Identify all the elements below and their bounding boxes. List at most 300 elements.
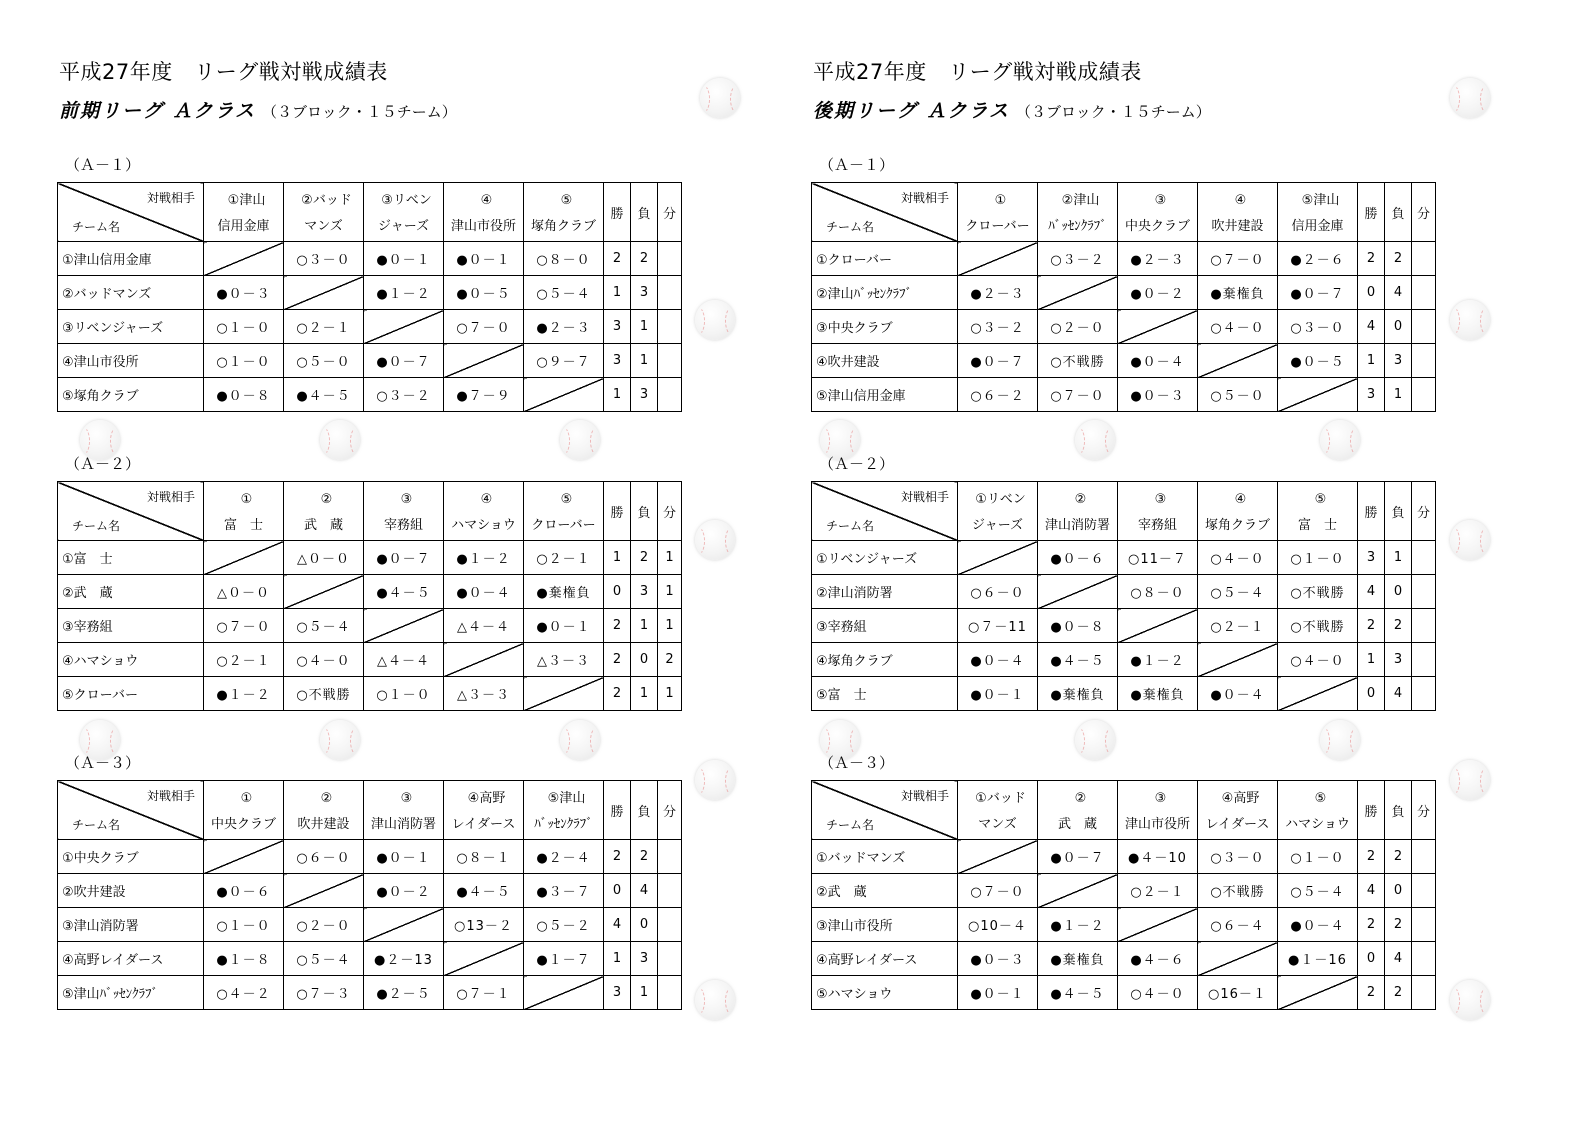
self-match-diagonal-cell bbox=[1278, 378, 1358, 412]
opponent-header-cell bbox=[958, 183, 1038, 242]
opponent-name-line1: ①津山 bbox=[227, 193, 266, 208]
match-result-cell: ○３－２ bbox=[1038, 242, 1118, 276]
opponent-name-line1: ③リベン bbox=[381, 193, 432, 208]
table-row bbox=[812, 942, 1436, 976]
opponent-header-cell bbox=[1198, 482, 1278, 541]
self-match-diagonal-cell bbox=[1118, 310, 1198, 344]
match-result-cell: ●４－10 bbox=[1118, 840, 1198, 874]
opponent-header-cell bbox=[1118, 482, 1198, 541]
opponent-header-cell bbox=[204, 781, 284, 840]
opponent-name-line2: レイダース bbox=[451, 817, 516, 832]
team-name-cell: ④高野レイダース bbox=[812, 942, 958, 976]
baseball-watermark-icon bbox=[560, 420, 600, 460]
draws-count-cell bbox=[1412, 541, 1436, 575]
match-result-cell: △４－４ bbox=[444, 609, 524, 643]
losses-count-cell: 3 bbox=[631, 378, 658, 412]
match-result-cell: ○２－０ bbox=[284, 908, 364, 942]
opponent-name-line1: ① bbox=[240, 492, 253, 507]
match-result-cell: ●４－６ bbox=[1118, 942, 1198, 976]
opponent-name-line2: ﾊﾞｯｾﾝｸﾗﾌﾞ bbox=[1048, 219, 1107, 234]
opponent-header-cell bbox=[364, 183, 444, 242]
match-result-cell: ●２－３ bbox=[524, 310, 604, 344]
match-result-cell: ○６－０ bbox=[958, 575, 1038, 609]
match-result-cell: ●１－７ bbox=[524, 942, 604, 976]
losses-count-cell: 3 bbox=[631, 942, 658, 976]
match-result-cell: ○２－１ bbox=[204, 643, 284, 677]
self-match-diagonal-cell bbox=[1038, 276, 1118, 310]
self-match-diagonal-cell bbox=[1198, 942, 1278, 976]
opponent-header-cell bbox=[958, 781, 1038, 840]
team-name-cell: ④塚角クラブ bbox=[812, 643, 958, 677]
losses-header: 負 bbox=[631, 482, 658, 541]
match-result-cell: ○５－０ bbox=[284, 344, 364, 378]
wins-count-cell: 0 bbox=[1358, 276, 1385, 310]
draws-count-cell: 1 bbox=[658, 575, 682, 609]
losses-count-cell: 3 bbox=[631, 276, 658, 310]
draws-count-cell bbox=[1412, 840, 1436, 874]
opponent-name-line1: ③ bbox=[400, 791, 413, 806]
draws-count-cell bbox=[658, 378, 682, 412]
losses-count-cell: 4 bbox=[1385, 677, 1412, 711]
team-name-cell: ③宰務組 bbox=[58, 609, 204, 643]
wins-count-cell: 2 bbox=[1358, 908, 1385, 942]
match-result-cell: ○６－２ bbox=[958, 378, 1038, 412]
baseball-watermark-icon bbox=[695, 520, 735, 560]
table-row bbox=[812, 976, 1436, 1010]
self-match-diagonal-cell bbox=[1038, 874, 1118, 908]
baseball-watermark-icon bbox=[1450, 980, 1490, 1020]
match-result-cell: ○７－０ bbox=[1038, 378, 1118, 412]
opponent-header-cell bbox=[364, 781, 444, 840]
wins-count-cell: 4 bbox=[1358, 575, 1385, 609]
league-results-table bbox=[57, 481, 682, 711]
team-name-cell: ④ハマショウ bbox=[58, 643, 204, 677]
match-result-cell: ●１－２ bbox=[1038, 908, 1118, 942]
match-result-cell: ●０－６ bbox=[204, 874, 284, 908]
table-row bbox=[58, 575, 682, 609]
match-result-cell: ●０－８ bbox=[1038, 609, 1118, 643]
opponent-name-line2: 中央クラブ bbox=[1124, 219, 1190, 234]
opponent-name-line2: ﾊﾞｯｾﾝｸﾗﾌﾞ bbox=[534, 817, 593, 832]
opponent-header-cell bbox=[1278, 781, 1358, 840]
losses-count-cell: 2 bbox=[631, 242, 658, 276]
match-result-cell: ●２－13 bbox=[364, 942, 444, 976]
match-result-cell: ○２－１ bbox=[1118, 874, 1198, 908]
team-name-cell: ①バッドマンズ bbox=[812, 840, 958, 874]
losses-header: 負 bbox=[1385, 183, 1412, 242]
table-header-row bbox=[812, 781, 1436, 840]
wins-count-cell: 2 bbox=[1358, 840, 1385, 874]
match-result-cell: ○４－０ bbox=[1118, 976, 1198, 1010]
block-label: （Ａ－１） bbox=[65, 156, 141, 174]
losses-count-cell: 2 bbox=[1385, 976, 1412, 1010]
block-label: （Ａ－３） bbox=[65, 754, 141, 772]
opponent-name-line2: マンズ bbox=[978, 817, 1017, 832]
match-result-cell: ●０－７ bbox=[1278, 276, 1358, 310]
table-row bbox=[58, 874, 682, 908]
team-axis-label: チーム名 bbox=[72, 220, 121, 234]
team-name-cell: ③津山市役所 bbox=[812, 908, 958, 942]
opponent-name-line2: マンズ bbox=[304, 219, 343, 234]
table-row bbox=[812, 575, 1436, 609]
match-result-cell: ○７－０ bbox=[1198, 242, 1278, 276]
league-class-heading: 前期リーグ Ａクラス bbox=[59, 100, 257, 122]
team-name-cell: ②津山消防署 bbox=[812, 575, 958, 609]
table-row bbox=[812, 276, 1436, 310]
opponent-header-cell bbox=[204, 183, 284, 242]
opponent-header-cell bbox=[1278, 183, 1358, 242]
opponent-name-line2: 津山消防署 bbox=[370, 817, 436, 832]
opponent-name-line1: ⑤ bbox=[560, 492, 573, 507]
wins-count-cell: 2 bbox=[604, 242, 631, 276]
opponent-name-line1: ④高野 bbox=[1221, 791, 1260, 806]
opponent-name-line1: ④高野 bbox=[467, 791, 506, 806]
self-match-diagonal-cell bbox=[364, 908, 444, 942]
opponent-name-line2: 塚角クラブ bbox=[1204, 518, 1270, 533]
draws-header: 分 bbox=[1412, 183, 1436, 242]
table-row bbox=[58, 344, 682, 378]
opponent-name-line1: ③ bbox=[400, 492, 413, 507]
losses-count-cell: 1 bbox=[1385, 378, 1412, 412]
table-row bbox=[58, 942, 682, 976]
draws-count-cell bbox=[658, 874, 682, 908]
match-result-cell: ○４－０ bbox=[1278, 643, 1358, 677]
match-result-cell: ○11－７ bbox=[1118, 541, 1198, 575]
block-label: （Ａ－１） bbox=[819, 156, 895, 174]
draws-count-cell bbox=[658, 242, 682, 276]
match-result-cell: ●０－１ bbox=[958, 976, 1038, 1010]
wins-count-cell: 2 bbox=[604, 840, 631, 874]
wins-count-cell: 0 bbox=[604, 874, 631, 908]
opponent-header-cell bbox=[1118, 183, 1198, 242]
self-match-diagonal-cell bbox=[204, 840, 284, 874]
match-result-cell: ○７－１ bbox=[444, 976, 524, 1010]
wins-header: 勝 bbox=[1358, 482, 1385, 541]
match-result-cell: ●２－６ bbox=[1278, 242, 1358, 276]
opponent-name-line1: ⑤ bbox=[560, 193, 573, 208]
match-result-cell: ○５－４ bbox=[284, 609, 364, 643]
table-row bbox=[812, 541, 1436, 575]
opponent-name-line2: 津山市役所 bbox=[450, 219, 516, 234]
table-row bbox=[812, 908, 1436, 942]
match-result-cell: ●０－１ bbox=[524, 609, 604, 643]
draws-count-cell bbox=[658, 976, 682, 1010]
opponent-name-line1: ⑤ bbox=[1314, 791, 1327, 806]
baseball-watermark-icon bbox=[1075, 720, 1115, 760]
team-name-cell: ⑤ハマショウ bbox=[812, 976, 958, 1010]
table-header-row bbox=[58, 482, 682, 541]
match-result-cell: ○７－０ bbox=[444, 310, 524, 344]
match-result-cell: ○１－０ bbox=[204, 310, 284, 344]
baseball-watermark-icon bbox=[1450, 760, 1490, 800]
match-result-cell: ○７－３ bbox=[284, 976, 364, 1010]
match-result-cell: ●１－２ bbox=[1118, 643, 1198, 677]
match-result-cell: ○２－０ bbox=[1038, 310, 1118, 344]
team-name-cell: ②武 蔵 bbox=[58, 575, 204, 609]
team-name-cell: ②バッドマンズ bbox=[58, 276, 204, 310]
match-result-cell: ○１－０ bbox=[1278, 840, 1358, 874]
corner-header-cell bbox=[58, 781, 204, 840]
self-match-diagonal-cell bbox=[1198, 643, 1278, 677]
match-result-cell: ○１－０ bbox=[204, 344, 284, 378]
baseball-watermark-icon bbox=[1450, 520, 1490, 560]
match-result-cell: ○不戦勝 bbox=[1278, 609, 1358, 643]
match-result-cell: ○７－０ bbox=[204, 609, 284, 643]
match-result-cell: ●４－５ bbox=[1038, 643, 1118, 677]
match-result-cell: ●３－７ bbox=[524, 874, 604, 908]
sheet-subtitle bbox=[813, 96, 1211, 123]
opponent-name-line1: ③ bbox=[1154, 492, 1167, 507]
losses-count-cell: 1 bbox=[631, 344, 658, 378]
team-name-cell: ④高野レイダース bbox=[58, 942, 204, 976]
draws-count-cell: 2 bbox=[658, 643, 682, 677]
baseball-watermark-icon bbox=[1450, 78, 1490, 118]
match-result-cell: ○不戦勝 bbox=[1198, 874, 1278, 908]
draws-count-cell bbox=[1412, 609, 1436, 643]
opponent-name-line2: 宰務組 bbox=[383, 518, 423, 533]
opponent-name-line1: ③ bbox=[1154, 193, 1167, 208]
table-row bbox=[58, 242, 682, 276]
match-result-cell: ○４－０ bbox=[1198, 310, 1278, 344]
table-row bbox=[58, 378, 682, 412]
match-result-cell: ●０－１ bbox=[364, 840, 444, 874]
opponent-name-line1: ②津山 bbox=[1061, 193, 1100, 208]
match-result-cell: △３－３ bbox=[524, 643, 604, 677]
baseball-watermark-icon bbox=[1320, 720, 1360, 760]
match-result-cell: ○９－７ bbox=[524, 344, 604, 378]
match-result-cell: ●１－16 bbox=[1278, 942, 1358, 976]
match-result-cell: ○５－２ bbox=[524, 908, 604, 942]
draws-count-cell bbox=[1412, 908, 1436, 942]
match-result-cell: ○４－２ bbox=[204, 976, 284, 1010]
self-match-diagonal-cell bbox=[958, 840, 1038, 874]
draws-header: 分 bbox=[658, 183, 682, 242]
wins-count-cell: 1 bbox=[1358, 643, 1385, 677]
match-result-cell: ●０－１ bbox=[364, 242, 444, 276]
draws-count-cell: 1 bbox=[658, 609, 682, 643]
draws-count-cell bbox=[1412, 242, 1436, 276]
match-result-cell: ●０－４ bbox=[1278, 908, 1358, 942]
wins-count-cell: 1 bbox=[1358, 344, 1385, 378]
losses-count-cell: 1 bbox=[631, 310, 658, 344]
self-match-diagonal-cell bbox=[1278, 677, 1358, 711]
opponent-name-line1: ④ bbox=[1234, 193, 1247, 208]
corner-header-cell bbox=[812, 482, 958, 541]
opponent-axis-label: 対戦相手 bbox=[900, 490, 949, 504]
baseball-watermark-icon bbox=[700, 78, 740, 118]
corner-header-cell bbox=[58, 183, 204, 242]
opponent-name-line2: 中央クラブ bbox=[210, 817, 276, 832]
match-result-cell: ●０－２ bbox=[364, 874, 444, 908]
match-result-cell: ●０－８ bbox=[204, 378, 284, 412]
losses-count-cell: 0 bbox=[1385, 310, 1412, 344]
match-result-cell: ●０－５ bbox=[1278, 344, 1358, 378]
losses-count-cell: 2 bbox=[631, 840, 658, 874]
league-results-table bbox=[811, 182, 1436, 412]
baseball-watermark-icon bbox=[695, 760, 735, 800]
wins-count-cell: 0 bbox=[604, 575, 631, 609]
losses-header: 負 bbox=[631, 781, 658, 840]
self-match-diagonal-cell bbox=[1198, 344, 1278, 378]
match-result-cell: ●棄権負 bbox=[524, 575, 604, 609]
opponent-name-line1: ④ bbox=[480, 492, 493, 507]
opponent-name-line1: ① bbox=[994, 193, 1007, 208]
draws-count-cell bbox=[1412, 344, 1436, 378]
team-name-cell: ③中央クラブ bbox=[812, 310, 958, 344]
opponent-header-cell bbox=[1038, 781, 1118, 840]
team-name-cell: ③リベンジャーズ bbox=[58, 310, 204, 344]
self-match-diagonal-cell bbox=[1118, 908, 1198, 942]
opponent-name-line2: 宰務組 bbox=[1137, 518, 1177, 533]
self-match-diagonal-cell bbox=[524, 378, 604, 412]
opponent-header-cell bbox=[1118, 781, 1198, 840]
self-match-diagonal-cell bbox=[444, 643, 524, 677]
draws-count-cell bbox=[1412, 874, 1436, 908]
corner-header-cell bbox=[58, 482, 204, 541]
wins-count-cell: 4 bbox=[1358, 874, 1385, 908]
table-row bbox=[812, 609, 1436, 643]
league-class-note: （３ブロック・１５チーム） bbox=[1016, 103, 1211, 121]
table-row bbox=[58, 609, 682, 643]
match-result-cell: ●０－１ bbox=[958, 677, 1038, 711]
self-match-diagonal-cell bbox=[444, 942, 524, 976]
match-result-cell: ●棄権負 bbox=[1198, 276, 1278, 310]
losses-count-cell: 0 bbox=[631, 908, 658, 942]
match-result-cell: ●０－２ bbox=[1118, 276, 1198, 310]
match-result-cell: ○５－４ bbox=[284, 942, 364, 976]
match-result-cell: ●０－３ bbox=[1118, 378, 1198, 412]
losses-count-cell: 1 bbox=[631, 976, 658, 1010]
losses-count-cell: 1 bbox=[631, 609, 658, 643]
match-result-cell: ○不戦勝 bbox=[1278, 575, 1358, 609]
team-name-cell: ⑤津山信用金庫 bbox=[812, 378, 958, 412]
wins-count-cell: 0 bbox=[1358, 677, 1385, 711]
match-result-cell: ○３－０ bbox=[1198, 840, 1278, 874]
losses-count-cell: 2 bbox=[1385, 609, 1412, 643]
match-result-cell: ○８－１ bbox=[444, 840, 524, 874]
table-row bbox=[58, 677, 682, 711]
losses-count-cell: 2 bbox=[1385, 242, 1412, 276]
opponent-name-line1: ② bbox=[320, 492, 333, 507]
table-row bbox=[58, 541, 682, 575]
self-match-diagonal-cell bbox=[364, 609, 444, 643]
opponent-name-line1: ⑤津山 bbox=[1301, 193, 1340, 208]
draws-count-cell bbox=[1412, 310, 1436, 344]
match-result-cell: ●７－９ bbox=[444, 378, 524, 412]
losses-count-cell: 3 bbox=[1385, 643, 1412, 677]
match-result-cell: ○16－１ bbox=[1198, 976, 1278, 1010]
team-name-cell: ⑤クローバー bbox=[58, 677, 204, 711]
match-result-cell: ●２－５ bbox=[364, 976, 444, 1010]
baseball-watermark-icon bbox=[695, 980, 735, 1020]
opponent-name-line1: ①リベン bbox=[975, 492, 1026, 507]
match-result-cell: ●０－４ bbox=[444, 575, 524, 609]
draws-count-cell bbox=[658, 310, 682, 344]
opponent-name-line2: クローバー bbox=[965, 219, 1030, 234]
match-result-cell: ●棄権負 bbox=[1118, 677, 1198, 711]
match-result-cell: ○１－０ bbox=[1278, 541, 1358, 575]
wins-count-cell: 3 bbox=[1358, 541, 1385, 575]
draws-count-cell bbox=[1412, 942, 1436, 976]
opponent-name-line2: 武 蔵 bbox=[1057, 817, 1097, 832]
opponent-name-line2: 津山消防署 bbox=[1044, 518, 1110, 533]
draws-count-cell bbox=[658, 344, 682, 378]
opponent-name-line1: ② bbox=[320, 791, 333, 806]
baseball-watermark-icon bbox=[695, 300, 735, 340]
match-result-cell: ●４－５ bbox=[284, 378, 364, 412]
draws-count-cell bbox=[1412, 677, 1436, 711]
block-label: （Ａ－３） bbox=[819, 754, 895, 772]
opponent-name-line2: 武 蔵 bbox=[303, 518, 343, 533]
match-result-cell: ●２－３ bbox=[958, 276, 1038, 310]
match-result-cell: ●０－１ bbox=[444, 242, 524, 276]
opponent-name-line1: ④ bbox=[1234, 492, 1247, 507]
opponent-name-line2: ジャーズ bbox=[377, 219, 430, 234]
baseball-watermark-icon bbox=[1320, 420, 1360, 460]
losses-count-cell: 2 bbox=[1385, 840, 1412, 874]
baseball-watermark-icon bbox=[320, 420, 360, 460]
wins-count-cell: 3 bbox=[604, 976, 631, 1010]
match-result-cell: ○７－11 bbox=[958, 609, 1038, 643]
opponent-name-line1: ① bbox=[240, 791, 253, 806]
sheet-title: 平成27年度 リーグ戦対戦成績表 bbox=[59, 60, 388, 84]
baseball-watermark-icon bbox=[1450, 300, 1490, 340]
opponent-header-cell bbox=[524, 482, 604, 541]
wins-header: 勝 bbox=[1358, 183, 1385, 242]
match-result-cell: ○６－４ bbox=[1198, 908, 1278, 942]
opponent-name-line1: ⑤津山 bbox=[547, 791, 586, 806]
self-match-diagonal-cell bbox=[1118, 609, 1198, 643]
opponent-name-line1: ⑤ bbox=[1314, 492, 1327, 507]
opponent-name-line1: ② bbox=[1074, 791, 1087, 806]
match-result-cell: ●０－７ bbox=[1038, 840, 1118, 874]
table-row bbox=[812, 344, 1436, 378]
team-name-cell: ②吹井建設 bbox=[58, 874, 204, 908]
match-result-cell: △０－０ bbox=[204, 575, 284, 609]
wins-header: 勝 bbox=[1358, 781, 1385, 840]
losses-count-cell: 4 bbox=[1385, 276, 1412, 310]
match-result-cell: ○５－４ bbox=[1198, 575, 1278, 609]
team-name-cell: ①富 士 bbox=[58, 541, 204, 575]
table-row bbox=[812, 310, 1436, 344]
draws-count-cell bbox=[1412, 643, 1436, 677]
losses-count-cell: 4 bbox=[631, 874, 658, 908]
sheet-subtitle bbox=[59, 96, 457, 123]
draws-count-cell bbox=[1412, 378, 1436, 412]
opponent-name-line1: ③ bbox=[1154, 791, 1167, 806]
opponent-header-cell bbox=[284, 482, 364, 541]
opponent-header-cell bbox=[1198, 781, 1278, 840]
match-result-cell: △３－３ bbox=[444, 677, 524, 711]
match-result-cell: ●０－７ bbox=[364, 344, 444, 378]
opponent-header-cell bbox=[444, 781, 524, 840]
block-label: （Ａ－２） bbox=[819, 455, 895, 473]
wins-count-cell: 1 bbox=[604, 541, 631, 575]
losses-count-cell: 0 bbox=[1385, 874, 1412, 908]
team-axis-label: チーム名 bbox=[826, 220, 875, 234]
opponent-header-cell bbox=[364, 482, 444, 541]
self-match-diagonal-cell bbox=[444, 344, 524, 378]
wins-count-cell: 3 bbox=[1358, 378, 1385, 412]
draws-count-cell bbox=[658, 840, 682, 874]
opponent-header-cell bbox=[524, 183, 604, 242]
match-result-cell: ●棄権負 bbox=[1038, 942, 1118, 976]
self-match-diagonal-cell bbox=[1278, 976, 1358, 1010]
losses-count-cell: 0 bbox=[1385, 575, 1412, 609]
team-name-cell: ②津山ﾊﾞｯｾﾝｸﾗﾌﾞ bbox=[812, 276, 958, 310]
opponent-header-cell bbox=[1038, 482, 1118, 541]
team-name-cell: ③宰務組 bbox=[812, 609, 958, 643]
